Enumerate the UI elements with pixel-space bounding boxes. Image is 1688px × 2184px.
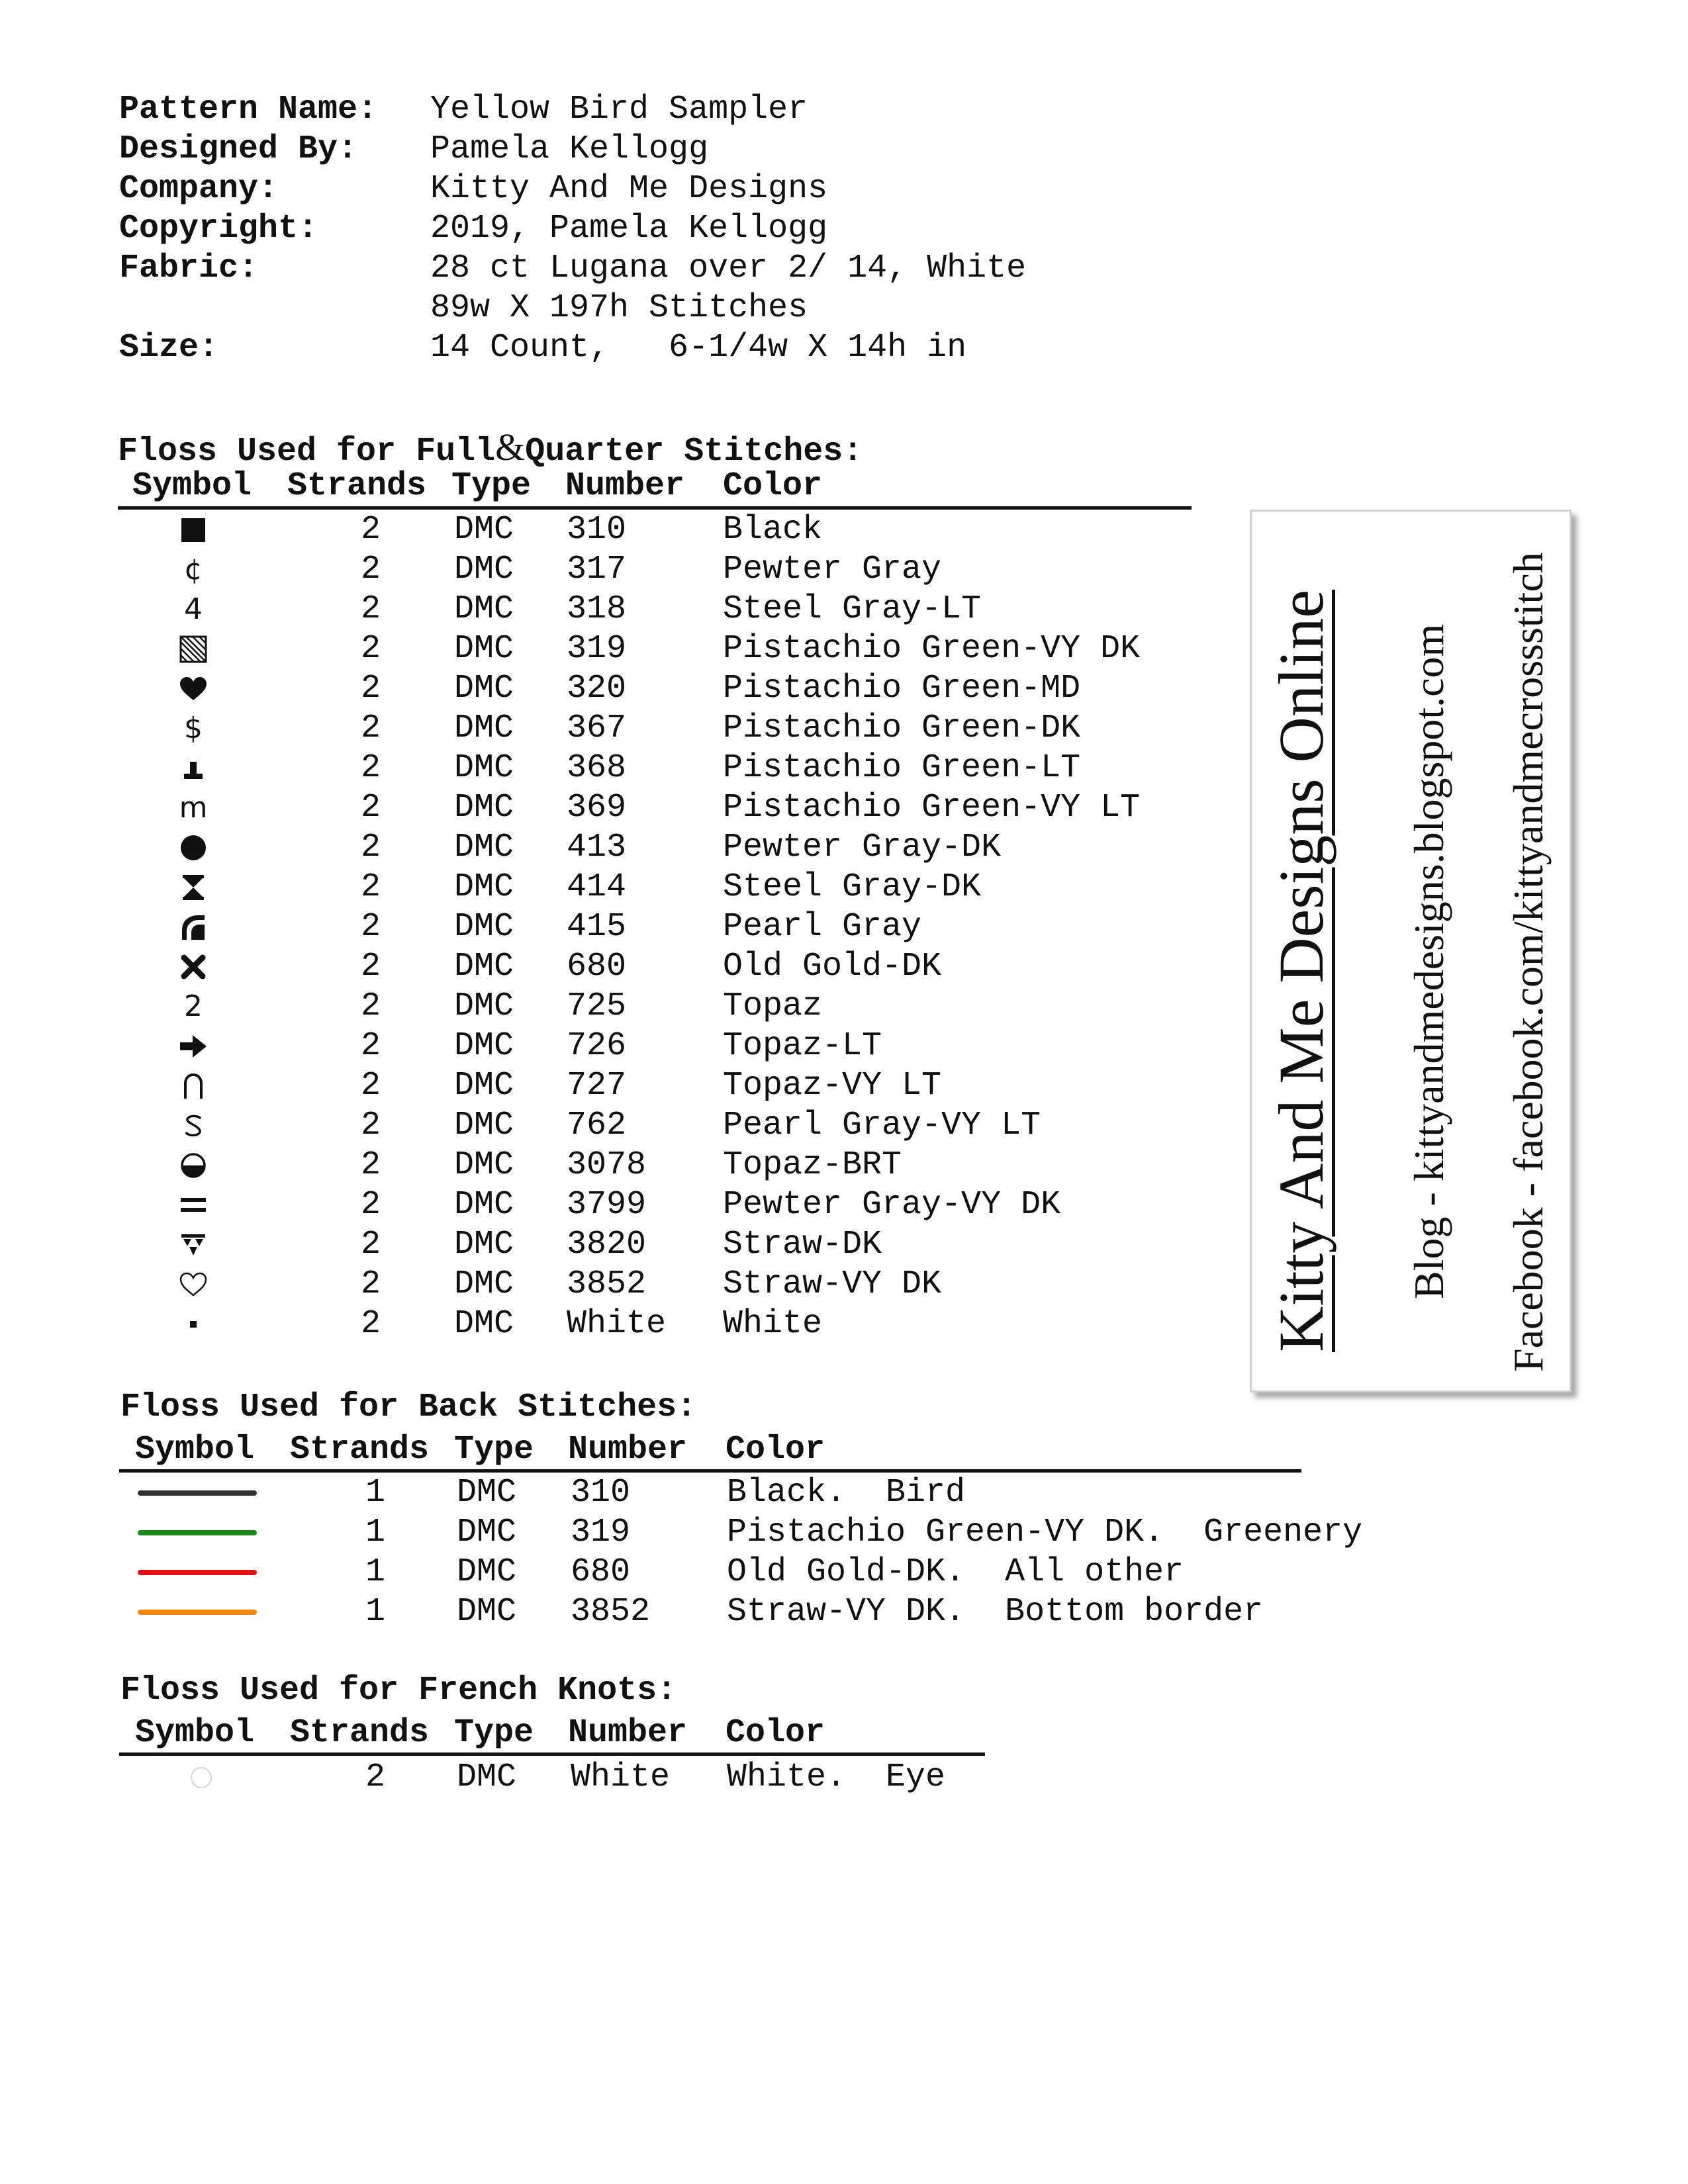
number-cell: 415 xyxy=(567,908,627,946)
color-cell: Pewter Gray-VY DK xyxy=(723,1186,1061,1224)
number-cell: 726 xyxy=(567,1027,627,1065)
type-cell: DMC xyxy=(454,1186,514,1224)
info-label: Fabric: xyxy=(119,250,259,287)
right-arrow-icon xyxy=(173,1026,213,1066)
type-cell: DMC xyxy=(454,709,514,747)
heavy-x-icon xyxy=(173,947,213,987)
strands-cell: 2 xyxy=(361,670,381,707)
numeral-four-icon: 4 xyxy=(184,592,203,626)
header-color: Color xyxy=(726,1714,825,1752)
type-cell: DMC xyxy=(457,1553,517,1591)
type-cell: DMC xyxy=(454,630,514,668)
header-type: Type xyxy=(454,1431,534,1469)
number-cell: 3820 xyxy=(567,1226,647,1263)
type-cell: DMC xyxy=(454,1107,514,1144)
info-label: Pattern Name: xyxy=(119,91,378,128)
color-cell: Old Gold-DK. All other xyxy=(727,1553,1184,1591)
color-cell: Steel Gray-LT xyxy=(723,590,982,628)
s-curve-icon xyxy=(173,1106,213,1146)
type-cell: DMC xyxy=(454,1027,514,1065)
type-cell: DMC xyxy=(457,1514,517,1551)
strands-cell: 2 xyxy=(361,789,381,827)
card-title: Kitty And Me Designs Online xyxy=(1266,590,1336,1352)
full-title-part-b: Quarter Stitches: xyxy=(525,433,863,471)
color-cell: Pistachio Green-LT xyxy=(723,749,1081,787)
number-cell: 319 xyxy=(571,1514,631,1551)
color-cell: Pistachio Green-VY DK. Greenery xyxy=(727,1514,1363,1551)
header-number: Number xyxy=(565,467,685,505)
strands-cell: 2 xyxy=(361,630,381,668)
color-cell: Topaz xyxy=(723,987,823,1025)
strands-cell: 2 xyxy=(361,1107,381,1144)
full-title-part-a: Floss Used for Full xyxy=(118,433,496,471)
info-value: Pamela Kellogg xyxy=(430,130,709,168)
strands-cell: 1 xyxy=(365,1553,386,1591)
backstitch-line-green xyxy=(138,1530,257,1535)
number-cell: 310 xyxy=(567,511,627,549)
color-cell: Black xyxy=(723,511,823,549)
color-cell: Old Gold-DK xyxy=(723,948,942,985)
letter-m-icon: m xyxy=(179,791,208,825)
strands-cell: 2 xyxy=(361,590,381,628)
type-cell: DMC xyxy=(454,511,514,549)
type-cell: DMC xyxy=(457,1593,517,1631)
type-cell: DMC xyxy=(454,948,514,985)
color-cell: Pewter Gray xyxy=(723,551,942,588)
info-value: 89w X 197h Stitches xyxy=(430,289,808,327)
header-strands: Strands xyxy=(290,1431,430,1469)
strands-cell: 2 xyxy=(365,1758,386,1796)
color-cell: White xyxy=(723,1305,823,1343)
number-cell: 3078 xyxy=(567,1146,647,1184)
number-cell: 3852 xyxy=(567,1265,647,1303)
info-value: 28 ct Lugana over 2/ 14, White xyxy=(430,250,1027,287)
info-label: Company: xyxy=(119,170,279,208)
type-cell: DMC xyxy=(454,1265,514,1303)
color-cell: Pistachio Green-VY LT xyxy=(723,789,1141,827)
filled-circle-icon xyxy=(173,828,213,868)
color-cell: White. Eye xyxy=(727,1758,946,1796)
info-value: 14 Count, 6-1/4w X 14h in xyxy=(430,329,967,367)
cent-sign-icon: ¢ xyxy=(184,553,203,586)
color-cell: Black. Bird xyxy=(727,1474,966,1512)
color-cell: Pistachio Green-VY DK xyxy=(723,630,1141,668)
type-cell: DMC xyxy=(454,590,514,628)
type-cell: DMC xyxy=(454,1067,514,1105)
filled-heart-icon xyxy=(173,669,213,709)
backstitch-line-orange xyxy=(138,1610,257,1615)
info-value: Kitty And Me Designs xyxy=(430,170,828,208)
back-stitches-title: Floss Used for Back Stitches: xyxy=(120,1388,697,1426)
color-cell: Pearl Gray-VY LT xyxy=(723,1107,1041,1144)
color-cell: Pearl Gray xyxy=(723,908,922,946)
strands-cell: 2 xyxy=(361,1265,381,1303)
type-cell: DMC xyxy=(457,1474,517,1512)
full-stitches-rule xyxy=(118,506,1192,510)
type-cell: DMC xyxy=(454,749,514,787)
backstitch-line-red xyxy=(138,1570,257,1575)
type-cell: DMC xyxy=(454,987,514,1025)
numeral-two-icon: 2 xyxy=(184,989,203,1023)
dollar-sign-icon: $ xyxy=(184,711,203,745)
header-type: Type xyxy=(454,1714,534,1752)
blog-link[interactable]: Blog - kittyandmedesigns.blogspot.com xyxy=(1405,623,1452,1299)
color-cell: Pistachio Green-DK xyxy=(723,709,1081,747)
color-cell: Topaz-BRT xyxy=(723,1146,902,1184)
number-cell: 319 xyxy=(567,630,627,668)
french-knots-title: Floss Used for French Knots: xyxy=(120,1672,677,1709)
number-cell: 762 xyxy=(567,1107,627,1144)
number-cell: 3852 xyxy=(571,1593,651,1631)
type-cell: DMC xyxy=(454,670,514,707)
type-cell: DMC xyxy=(454,908,514,946)
type-cell: DMC xyxy=(454,789,514,827)
double-bar-icon xyxy=(173,1185,213,1225)
strands-cell: 1 xyxy=(365,1474,386,1512)
number-cell: 318 xyxy=(567,590,627,628)
type-cell: DMC xyxy=(454,1305,514,1343)
color-cell: Pewter Gray-DK xyxy=(723,829,1002,866)
strands-cell: 2 xyxy=(361,1027,381,1065)
number-cell: 320 xyxy=(567,670,627,707)
strands-cell: 2 xyxy=(361,1067,381,1105)
strands-cell: 2 xyxy=(361,551,381,588)
number-cell: 413 xyxy=(567,829,627,866)
strands-cell: 2 xyxy=(361,749,381,787)
strands-cell: 2 xyxy=(361,829,381,866)
header-strands: Strands xyxy=(287,467,427,505)
strands-cell: 1 xyxy=(365,1514,386,1551)
strands-cell: 2 xyxy=(361,987,381,1025)
header-type: Type xyxy=(451,467,532,505)
number-cell: 3799 xyxy=(567,1186,647,1224)
info-label: Designed By: xyxy=(119,130,358,168)
half-circle-icon xyxy=(173,1146,213,1185)
strands-cell: 2 xyxy=(361,511,381,549)
number-cell: 680 xyxy=(571,1553,631,1591)
header-symbol: Symbol xyxy=(135,1714,255,1752)
strands-cell: 2 xyxy=(361,1186,381,1224)
header-symbol: Symbol xyxy=(132,467,252,505)
full-stitches-title xyxy=(118,425,863,471)
strands-cell: 2 xyxy=(361,709,381,747)
header-symbol: Symbol xyxy=(135,1431,255,1469)
back-stitches-rule xyxy=(119,1469,1301,1473)
info-value: 2019, Pamela Kellogg xyxy=(430,210,828,248)
outline-heart-icon xyxy=(173,1265,213,1304)
type-cell: DMC xyxy=(454,868,514,906)
backstitch-line-black xyxy=(138,1490,257,1496)
number-cell: 317 xyxy=(567,551,627,588)
info-value: Yellow Bird Sampler xyxy=(430,91,808,128)
type-cell: DMC xyxy=(454,829,514,866)
hatched-square-icon xyxy=(173,629,213,669)
header-color: Color xyxy=(726,1431,825,1469)
number-cell: White xyxy=(571,1758,671,1796)
number-cell: 310 xyxy=(571,1474,631,1512)
type-cell: DMC xyxy=(454,551,514,588)
color-cell: Straw-VY DK xyxy=(723,1265,942,1303)
header-color: Color xyxy=(723,467,823,505)
number-cell: 725 xyxy=(567,987,627,1025)
intersection-icon xyxy=(173,1066,213,1106)
color-cell: Topaz-LT xyxy=(723,1027,882,1065)
header-number: Number xyxy=(568,1431,688,1469)
strands-cell: 1 xyxy=(365,1593,386,1631)
color-cell: Straw-DK xyxy=(723,1226,882,1263)
number-cell: 367 xyxy=(567,709,627,747)
strands-cell: 2 xyxy=(361,1146,381,1184)
strands-cell: 2 xyxy=(361,1305,381,1343)
strands-cell: 2 xyxy=(361,948,381,985)
french-knots-rule xyxy=(119,1752,985,1756)
color-cell: Straw-VY DK. Bottom border xyxy=(727,1593,1264,1631)
info-label: Size: xyxy=(119,329,219,367)
header-strands: Strands xyxy=(290,1714,430,1752)
type-cell: DMC xyxy=(457,1758,517,1796)
number-cell: 369 xyxy=(567,789,627,827)
info-label: Copyright: xyxy=(119,210,318,248)
number-cell: 680 xyxy=(567,948,627,985)
designer-info-card xyxy=(1250,510,1571,1392)
filled-square-icon xyxy=(173,510,213,550)
number-cell: 414 xyxy=(567,868,627,906)
color-cell: Topaz-VY LT xyxy=(723,1067,942,1105)
open-circle-icon xyxy=(181,1758,221,1797)
type-cell: DMC xyxy=(454,1146,514,1184)
color-cell: Steel Gray-DK xyxy=(723,868,982,906)
strands-cell: 2 xyxy=(361,908,381,946)
ampersand: & xyxy=(495,426,526,469)
small-dot-icon xyxy=(173,1304,213,1344)
strands-cell: 2 xyxy=(361,1226,381,1263)
number-cell: 727 xyxy=(567,1067,627,1105)
quarter-arc-icon xyxy=(173,907,213,947)
hourglass-icon xyxy=(173,868,213,907)
number-cell: 368 xyxy=(567,749,627,787)
facebook-link[interactable]: Facebook - facebook.com/kittyandmecrossstitch xyxy=(1505,552,1552,1372)
type-cell: DMC xyxy=(454,1226,514,1263)
color-cell: Pistachio Green-MD xyxy=(723,670,1081,707)
strands-cell: 2 xyxy=(361,868,381,906)
triangle-cluster-icon xyxy=(173,1225,213,1265)
number-cell: White xyxy=(567,1305,667,1343)
header-number: Number xyxy=(568,1714,688,1752)
up-tack-icon xyxy=(173,749,213,788)
